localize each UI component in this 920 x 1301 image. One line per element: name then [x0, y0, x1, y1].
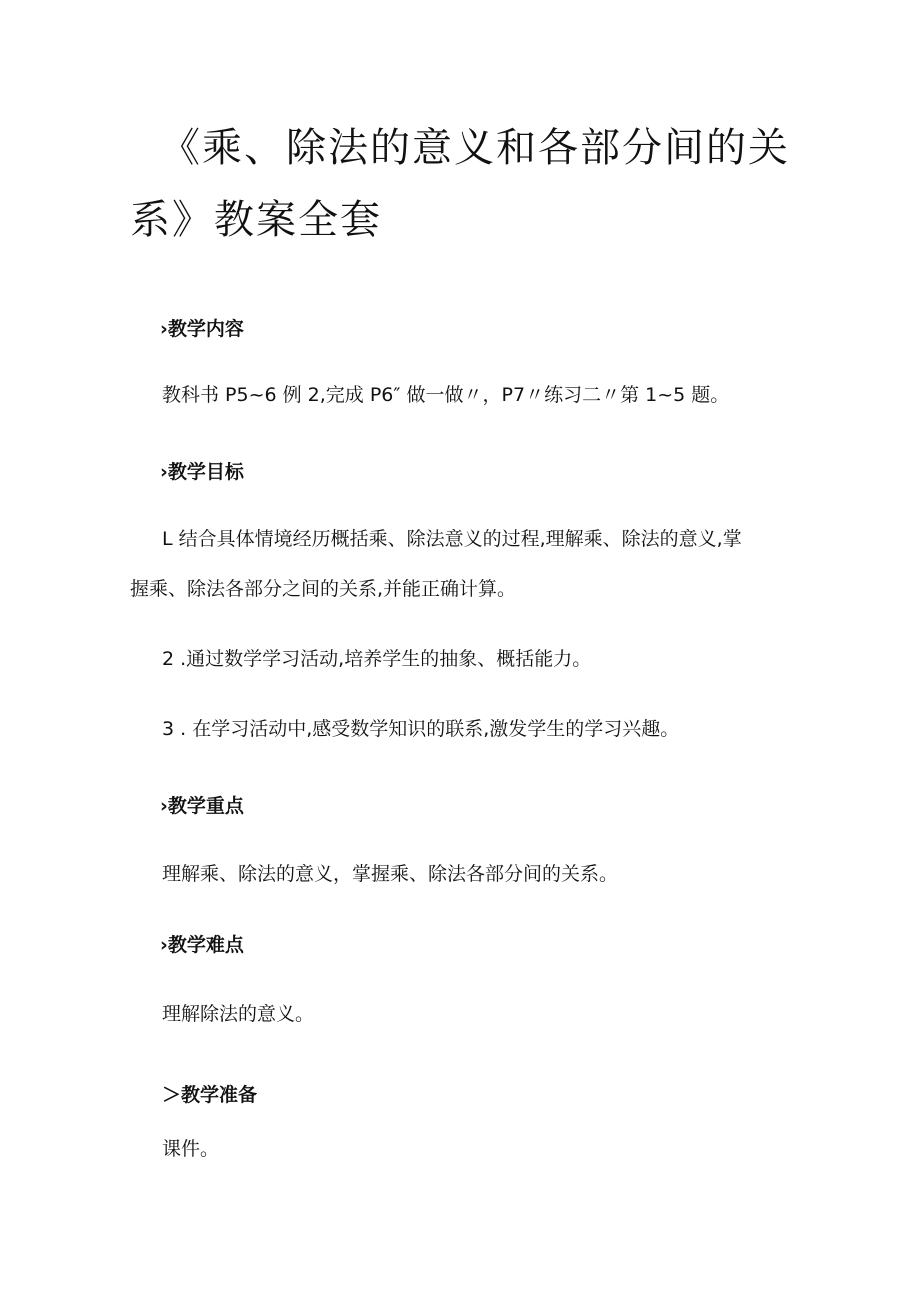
section-heading-objectives: ›教学目标	[160, 461, 244, 483]
objective-paragraph-1b: 握乘、除法各部分之间的关系,并能正确计算。	[130, 578, 517, 600]
difficulties-paragraph: 理解除法的意义。	[162, 1003, 315, 1025]
objective-paragraph-1a: L 结合具体情境经历概括乘、除法意义的过程,理解乘、除法的意义,掌	[162, 528, 742, 550]
content-paragraph: 教科书 P5~6 例 2,完成 P6″ 做一做〃，P7〃练习二〃第 1~5 题。	[162, 384, 730, 406]
document-title-line-2: 系》教案全套	[130, 197, 382, 243]
key-points-paragraph: 理解乘、除法的意义，掌握乘、除法各部分间的关系。	[162, 863, 619, 885]
objective-paragraph-3: 3 . 在学习活动中,感受数学知识的联系,激发学生的学习兴趣。	[162, 718, 680, 740]
section-heading-difficulties: ›教学难点	[160, 934, 244, 956]
section-heading-key-points: ›教学重点	[160, 795, 244, 817]
section-heading-content: ›教学内容	[160, 318, 244, 340]
preparation-paragraph: 课件。	[162, 1138, 220, 1160]
objective-paragraph-2: 2 .通过数学学习活动,培养学生的抽象、概括能力。	[162, 648, 592, 670]
section-heading-preparation: ＞教学准备	[162, 1084, 258, 1106]
document-title-line-1: 《乘、除法的意义和各部分间的关	[160, 125, 790, 171]
